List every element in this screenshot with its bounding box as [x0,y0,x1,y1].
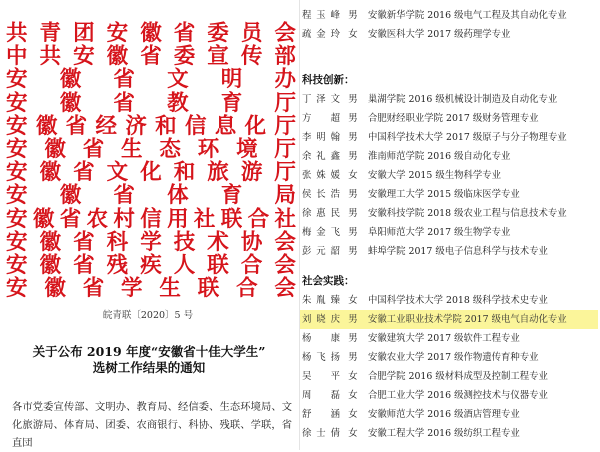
person-name: 梅金飞 [302,227,340,238]
list-item [302,367,598,386]
list-item [302,90,598,109]
person-description: 安徽工程大学 2016 级纺织工程专业 [368,428,520,439]
person-name: 周磊 [302,390,340,401]
person-name: 彭元韶 [302,246,340,257]
person-name: 程玉峰 [302,10,340,21]
person-name: 舒涵 [302,409,340,420]
list-item [302,424,598,443]
issuer-line: 安 徽 省 文 化 和 旅 游 厅 [6,160,296,186]
person-gender: 女 [348,29,358,40]
person-name: 徐惠民 [302,208,340,219]
person-description: 安徽师范大学 2016 级酒店管理专业 [368,409,520,420]
section-title-practice: 社会实践： [302,275,355,287]
list-item [302,291,598,310]
person-description: 中国科学技术大学 2017 级原子与分子物理专业 [368,132,567,143]
person-name: 疏金玲 [302,29,340,40]
list-item [302,128,598,147]
person-gender: 男 [348,189,358,200]
person-gender: 男 [348,132,358,143]
person-gender: 女 [348,428,358,439]
person-name: 朱胤臻 [302,295,340,306]
document-title-line1: 关于公布 2019 年度“安徽省十佳大学生” [32,344,266,359]
person-gender: 男 [348,151,358,162]
person-gender: 男 [348,113,358,124]
issuer-line: 安 徽 省 生 态 环 境 厅 [6,136,296,162]
person-gender: 女 [348,295,358,306]
issuer-line: 安 徽 省 经 济 和 信 息 化 厅 [6,113,296,139]
issuer-line: 安 徽 省 农 村 信 用 社 联 合 社 [6,206,296,232]
person-description: 安徽新华学院 2016 级电气工程及其自动化专业 [368,10,567,21]
person-description: 合肥工业大学 2016 级测控技术与仪器专业 [368,390,548,401]
list-item-highlighted [300,310,598,329]
person-gender: 男 [348,314,358,325]
person-name: 余礼鑫 [302,151,340,162]
list-item [302,348,598,367]
person-gender: 男 [348,227,358,238]
list-item [302,329,598,348]
section-title-innovation: 科技创新： [302,74,355,86]
person-gender: 男 [348,352,358,363]
person-gender: 女 [348,170,358,181]
issuer-line: 安 徽 省 残 疾 人 联 合 会 [6,252,296,278]
person-gender: 女 [348,371,358,382]
person-description: 安徽理工大学 2015 级临床医学专业 [368,189,520,200]
page-divider [299,0,300,450]
list-item [302,166,598,185]
person-description: 阜阳师范大学 2017 级生物学专业 [368,227,511,238]
person-gender: 女 [348,409,358,420]
list-item [302,386,598,405]
person-description: 安徽医科大学 2017 级药理学专业 [368,29,511,40]
issuer-line: 安 徽 省 科 学 技 术 协 会 [6,229,296,255]
document-number: 皖青联〔2020〕5 号 [102,310,194,321]
person-gender: 男 [348,246,358,257]
list-item [302,405,598,424]
list-item [302,185,598,204]
list-item [302,25,598,44]
person-name: 杨飞扬 [302,352,340,363]
person-gender: 女 [348,390,358,401]
person-name: 丁泽文 [302,94,340,105]
person-description: 安徽科技学院 2018 级农业工程与信息技术专业 [368,208,567,219]
person-gender: 男 [348,208,358,219]
person-description: 安徽建筑大学 2017 级软件工程专业 [368,333,520,344]
recipients-text: 各市党委宣传部、文明办、教育局、经信委、生态环境局、文化旅游局、体育局、团委、农商银行、科协、残联、学联，省直団 [12,401,292,449]
list-item [302,242,598,261]
issuer-line: 安 徽 省 体 育 局 [6,183,296,209]
person-name: 刘晓庆 [302,314,340,325]
document-title-line2: 选树工作结果的通知 [92,360,206,375]
issuer-line: 中 共 安 徽 省 委 宣 传 部 [6,44,296,70]
person-name: 杨康 [302,333,340,344]
person-name: 吴平 [302,371,340,382]
person-name: 侯长浩 [302,189,340,200]
issuer-line: 安 徽 省 文 明 办 [6,67,296,93]
person-description: 蚌埠学院 2017 级电子信息科学与技术专业 [368,246,548,257]
document-left-page [0,0,298,450]
person-description: 安徽大学 2015 级生物科学专业 [368,170,501,181]
person-name: 徐士倩 [302,428,340,439]
list-item [302,147,598,166]
person-description: 安徽农业大学 2017 级作物遗传育种专业 [368,352,539,363]
list-item [302,109,598,128]
person-gender: 男 [348,10,358,21]
person-description: 合肥学院 2016 级材料成型及控制工程专业 [368,371,548,382]
person-description: 合肥财经职业学院 2017 级财务管理专业 [368,113,539,124]
person-gender: 男 [348,333,358,344]
person-description: 中国科学技术大学 2018 级科学技术史专业 [368,295,548,306]
document-right-page [302,0,600,450]
list-item [302,204,598,223]
person-description: 淮南师范学院 2016 级自动化专业 [368,151,511,162]
person-name: 李明翰 [302,132,340,143]
issuer-line: 安 徽 省 教 育 厅 [6,90,296,116]
person-description: 巢湖学院 2016 级机械设计制造及自动化专业 [368,94,558,105]
person-gender: 男 [348,94,358,105]
list-item [302,223,598,242]
document-title [0,344,298,376]
person-name: 方超 [302,113,340,124]
issuer-line: 安 徽 省 学 生 联 合 会 [6,276,296,302]
issuer-line: 共 青 团 安 徽 省 委 员 会 [6,21,296,46]
person-description: 安徽工业职业技术学院 2017 级电气自动化专业 [368,314,567,325]
list-item [302,6,598,25]
issuer-list [6,22,296,300]
person-name: 张姝媛 [302,170,340,181]
